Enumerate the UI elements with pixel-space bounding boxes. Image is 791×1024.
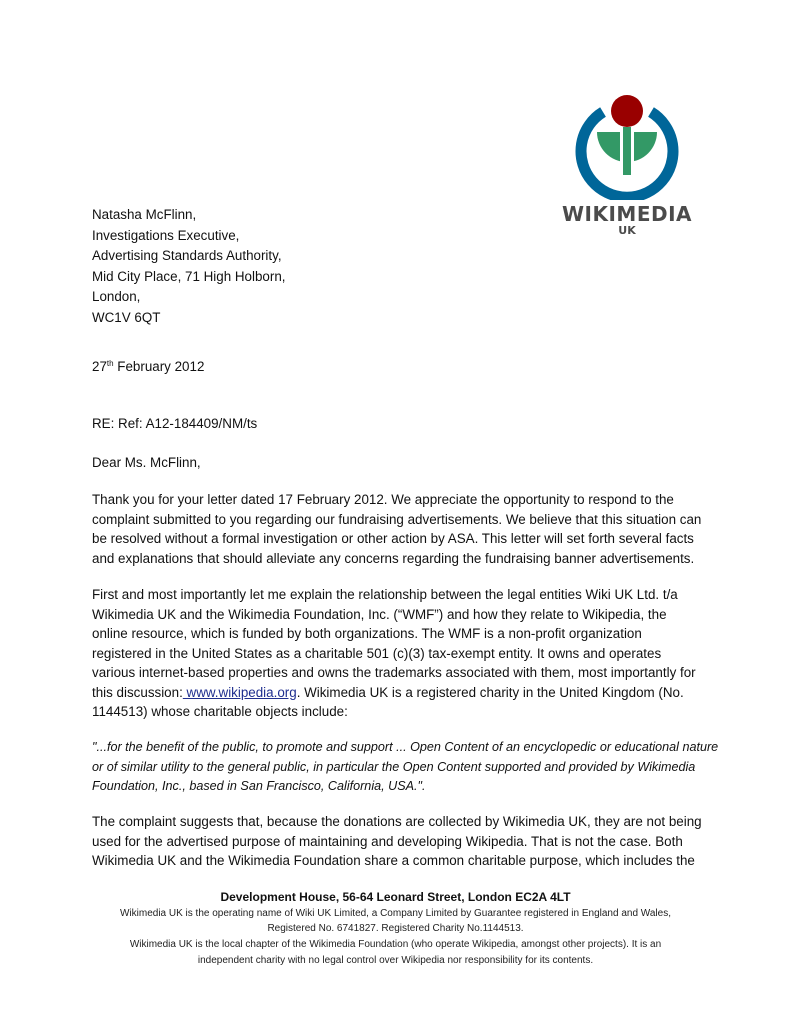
footer-line: Wikimedia UK is the local chapter of the Wikimedia Foundation (who operate Wikipedia, amongst other projects). It is an bbox=[129, 939, 662, 950]
paragraph-line: Thank you for your letter dated 17 February 2012. We appreciate the opportunity to respond to the bbox=[92, 492, 674, 507]
wikimedia-logo-icon bbox=[573, 92, 681, 200]
salutation: Dear Ms. McFlinn, bbox=[92, 455, 201, 470]
footer-line: independent charity with no legal control over Wikipedia nor responsibility for its contents. bbox=[197, 955, 594, 966]
paragraph-line: 1144513) whose charitable objects include: bbox=[92, 704, 348, 719]
paragraph-line: and explanations that should alleviate any concerns regarding the fundraising banner advertisements. bbox=[92, 550, 695, 566]
footer-address: Development House, 56-64 Leonard Street, London EC2A 4LT bbox=[220, 890, 571, 904]
quote-line: or of similar utility to the general public, in particular the Open Content supported and provided by Wikimedia bbox=[92, 759, 696, 774]
paragraph-line: registered in the United States as a charitable 501 (c)(3) tax-exempt entity. It owns and operates bbox=[92, 645, 662, 661]
paragraph-line: complaint submitted to you regarding our fundraising advertisements. We believe that this situation can bbox=[92, 511, 702, 527]
address-line: Advertising Standards Authority, bbox=[92, 248, 282, 263]
paragraph-line: Wikimedia UK and the Wikimedia Foundation share a common charitable purpose, which includes the bbox=[92, 853, 695, 868]
paragraph-4 bbox=[92, 812, 712, 871]
paragraph-line bbox=[92, 683, 712, 703]
address-line: Investigations Executive, bbox=[92, 227, 240, 243]
date-suffix: th bbox=[106, 359, 114, 368]
reference-line: RE: Ref: A12-184409/NM/ts bbox=[92, 416, 258, 431]
logo-sub-wordmark: UK bbox=[618, 224, 636, 237]
paragraph-line: used for the advertised purpose of maintaining and developing Wikipedia. That is not the case. Both bbox=[92, 833, 683, 849]
address-line: WC1V 6QT bbox=[92, 309, 161, 325]
address-line: Mid City Place, 71 High Holborn, bbox=[92, 268, 286, 284]
paragraph-2 bbox=[92, 585, 712, 722]
paragraph-line: First and most importantly let me explain the relationship between the legal entities Wiki UK Ltd. t/a bbox=[92, 587, 678, 602]
date-day: 27 bbox=[92, 359, 107, 374]
address-line: Natasha McFlinn, bbox=[92, 207, 197, 222]
charitable-objects-quote bbox=[92, 738, 719, 797]
footer-line: Registered No. 6741827. Registered Charity No.1144513. bbox=[267, 923, 524, 934]
address-line: London, bbox=[92, 289, 141, 304]
logo-wordmark: WIKIMEDIA bbox=[561, 202, 693, 226]
recipient-address bbox=[92, 205, 286, 328]
wikipedia-link[interactable]: www.wikipedia.org bbox=[182, 684, 297, 700]
quote-line: Foundation, Inc., based in San Francisco, California, USA.". bbox=[92, 779, 426, 793]
paragraph-1 bbox=[92, 490, 712, 568]
text-span: this discussion: bbox=[92, 684, 183, 700]
date-rest: February 2012 bbox=[113, 359, 205, 374]
quote-line: "...for the benefit of the public, to promote and support ... Open Content of an encyclopedic or educational nature bbox=[92, 740, 719, 754]
footer-line: Wikimedia UK is the operating name of Wiki UK Limited, a Company Limited by Guarantee registered in England and Wales, bbox=[119, 908, 671, 919]
paragraph-line: online resource, which is funded by both organizations. The WMF is a non-profit organization bbox=[92, 626, 642, 641]
text-span: . Wikimedia UK is a registered charity in the United Kingdom (No. bbox=[296, 684, 684, 700]
paragraph-line: be resolved without a formal investigation or other action by ASA. This letter will set forth several facts bbox=[92, 531, 694, 546]
paragraph-line: Wikimedia UK and the Wikimedia Foundation, Inc. (“WMF”) and how they relate to Wikipedia, the bbox=[92, 606, 667, 622]
wikimedia-uk-logo bbox=[552, 92, 702, 242]
paragraph-line: various internet-based properties and owns the trademarks associated with them, most importantly for bbox=[92, 665, 696, 680]
letter-date bbox=[92, 357, 204, 377]
paragraph-line: The complaint suggests that, because the donations are collected by Wikimedia UK, they are not being bbox=[92, 814, 702, 829]
